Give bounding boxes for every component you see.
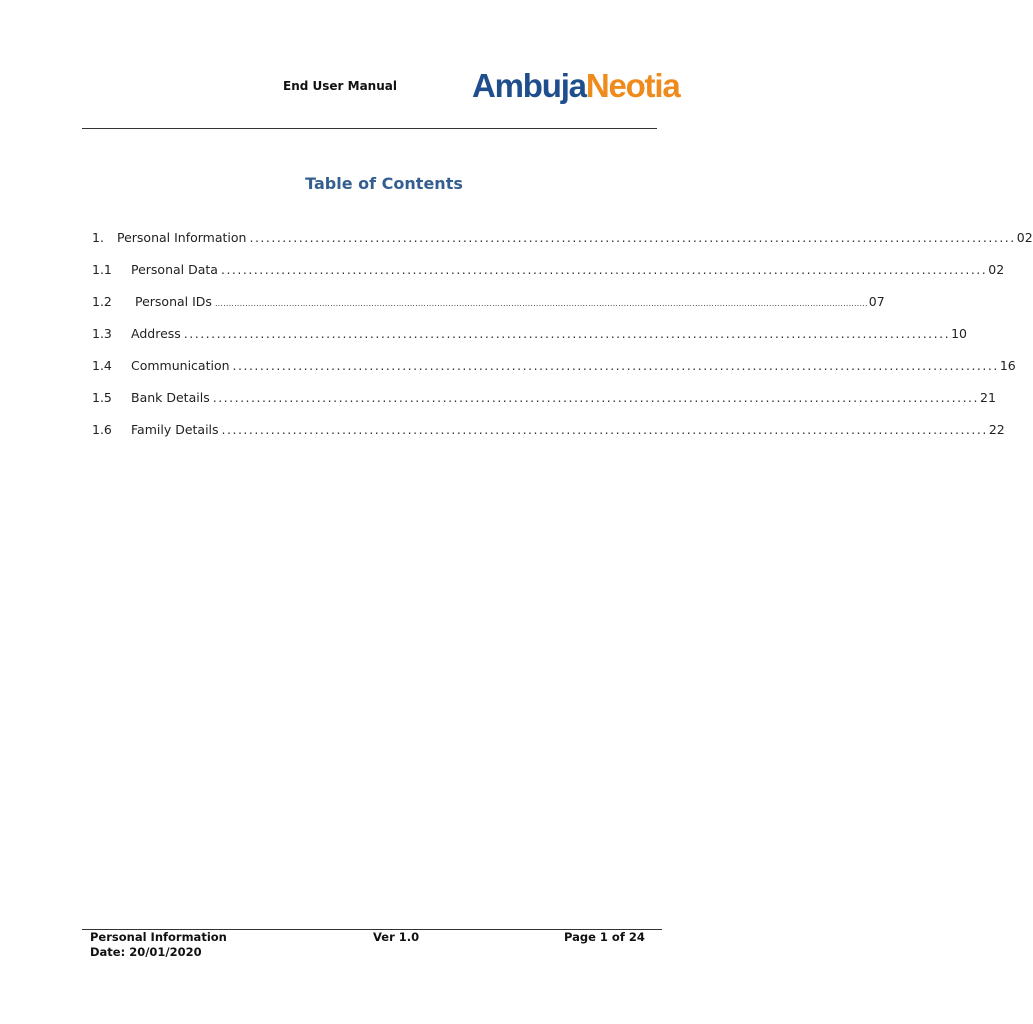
toc-entry[interactable] bbox=[92, 390, 996, 422]
toc-entry-label: Communication bbox=[131, 358, 230, 373]
toc-entry-number: 1. bbox=[92, 230, 104, 245]
toc-dot-leader: ............................................................................................................................................ bbox=[249, 230, 1016, 245]
toc-entry-page: 16 bbox=[999, 358, 1016, 373]
toc-entry-page: 10 bbox=[951, 326, 967, 341]
toc-entry-number: 1.4 bbox=[92, 358, 112, 373]
toc-entry-page: 02 bbox=[988, 262, 1005, 277]
toc-dot-leader: .............................................................................................................................................................................................................................................. bbox=[214, 299, 868, 308]
toc-entry-label: Personal IDs bbox=[135, 294, 212, 309]
header-divider bbox=[82, 128, 657, 129]
toc-entry-number: 1.5 bbox=[92, 390, 112, 405]
footer-section-name: Personal Information bbox=[90, 930, 227, 944]
toc-entry-page: 22 bbox=[988, 422, 1005, 437]
logo-text-ambuja: Ambuja bbox=[472, 67, 586, 104]
toc-entry-label: Family Details bbox=[131, 422, 219, 437]
toc-entry[interactable] bbox=[92, 294, 885, 326]
company-logo bbox=[472, 64, 679, 108]
toc-entry-number: 1.2 bbox=[92, 294, 112, 309]
toc-dot-leader: ............................................................................................................................................ bbox=[220, 262, 988, 277]
toc-entry-label: Address bbox=[131, 326, 181, 341]
toc-heading: Table of Contents bbox=[305, 174, 463, 193]
toc-entry-label: Personal Data bbox=[131, 262, 218, 277]
footer-date: Date: 20/01/2020 bbox=[90, 945, 202, 959]
toc-entry-page: 02 bbox=[1016, 230, 1033, 245]
toc-entry-label: Personal Information bbox=[117, 230, 247, 245]
toc-entry-number: 1.6 bbox=[92, 422, 112, 437]
footer-page-number: Page 1 of 24 bbox=[564, 930, 645, 944]
toc-entry-page: 07 bbox=[868, 294, 885, 309]
toc-entry[interactable] bbox=[92, 230, 1033, 262]
toc-entry[interactable] bbox=[92, 262, 1005, 294]
toc-dot-leader: ............................................................................................................................................ bbox=[232, 358, 999, 373]
table-of-contents bbox=[92, 230, 1033, 454]
toc-entry-page: 21 bbox=[980, 390, 996, 405]
footer-version: Ver 1.0 bbox=[373, 930, 420, 944]
toc-entry-number: 1.1 bbox=[92, 262, 112, 277]
toc-dot-leader: ............................................................................................................................................ bbox=[221, 422, 988, 437]
footer-left bbox=[90, 930, 227, 960]
toc-dot-leader: ............................................................................................................................................ bbox=[212, 390, 979, 405]
toc-entry-label: Bank Details bbox=[131, 390, 210, 405]
toc-entry[interactable] bbox=[92, 422, 1005, 454]
toc-entry[interactable] bbox=[92, 358, 1016, 390]
toc-entry-number: 1.3 bbox=[92, 326, 112, 341]
toc-dot-leader: ............................................................................................................................................ bbox=[183, 326, 951, 341]
document-title: End User Manual bbox=[283, 79, 397, 93]
toc-entry[interactable] bbox=[92, 326, 967, 358]
logo-text-neotia: Neotia bbox=[585, 67, 680, 104]
